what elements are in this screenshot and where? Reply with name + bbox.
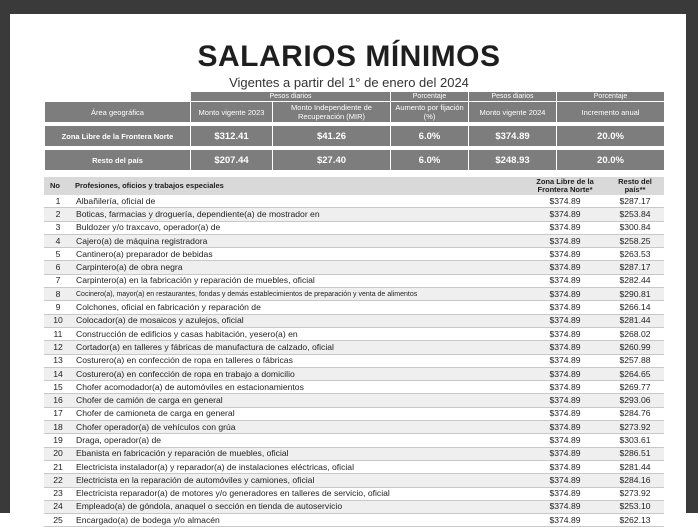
resto-pais-value: $273.92 [606, 487, 664, 500]
profession-name: Carpintero(a) en la fabricación y reparación de muebles, oficial [72, 274, 524, 287]
group-header-porcentaje-2024: Porcentaje [557, 92, 665, 102]
profession-name: Electricista en la reparación de automóviles y camiones, oficial [72, 474, 524, 487]
resto-pais-value: $262.13 [606, 514, 664, 527]
profession-name: Costurero(a) en confección de ropa en talleres o fábricas [72, 354, 524, 367]
profession-name: Colocador(a) de mosaicos y azulejos, oficial [72, 314, 524, 327]
zona-libre-value: $374.89 [524, 234, 606, 247]
summary-monto-2024: $374.89 [469, 126, 557, 147]
table-row [44, 354, 664, 367]
col-header-monto-vigente: Monto vigente 2023 [191, 102, 273, 123]
row-number: 22 [44, 474, 72, 487]
table-row [44, 274, 664, 287]
zona-libre-value: $374.89 [524, 447, 606, 460]
col-header-mir: Monto Independiente de Recuperación (MIR) [273, 102, 391, 123]
profession-name: Cantinero(a) preparador de bebidas [72, 248, 524, 261]
row-number: 13 [44, 354, 72, 367]
table-row [44, 447, 664, 460]
professions-header-row [44, 177, 664, 195]
resto-pais-value: $293.06 [606, 394, 664, 407]
row-number: 23 [44, 487, 72, 500]
profession-name: Buldozer y/o traxcavo, operador(a) de [72, 221, 524, 234]
row-number: 4 [44, 234, 72, 247]
resto-pais-value: $273.92 [606, 421, 664, 434]
row-number: 8 [44, 288, 72, 301]
zona-libre-value: $374.89 [524, 407, 606, 420]
zona-libre-value: $374.89 [524, 195, 606, 208]
zona-libre-value: $374.89 [524, 421, 606, 434]
professions-table [44, 177, 664, 527]
zona-libre-value: $374.89 [524, 354, 606, 367]
resto-pais-value: $269.77 [606, 381, 664, 394]
page-subtitle: Vigentes a partir del 1° de enero del 2024 [229, 75, 469, 90]
resto-pais-value: $258.25 [606, 234, 664, 247]
summary-mir: $27.40 [273, 150, 391, 171]
zona-libre-value: $374.89 [524, 367, 606, 380]
summary-table [44, 91, 665, 171]
header-profession: Profesiones, oficios y trabajos especiales [72, 177, 524, 195]
resto-pais-value: $266.14 [606, 301, 664, 314]
profession-name: Albañilería, oficial de [72, 195, 524, 208]
profession-name: Encargado(a) de bodega y/o almacén [72, 514, 524, 527]
profession-name: Ebanista en fabricación y reparación de muebles, oficial [72, 447, 524, 460]
profession-name: Draga, operador(a) de [72, 434, 524, 447]
table-row [44, 487, 664, 500]
header-resto-pais: Resto del país** [606, 177, 664, 195]
zona-libre-value: $374.89 [524, 208, 606, 221]
zona-libre-value: $374.89 [524, 327, 606, 340]
zona-libre-value: $374.89 [524, 514, 606, 527]
table-row [44, 195, 664, 208]
page-title: SALARIOS MÍNIMOS [197, 40, 501, 73]
row-number: 18 [44, 421, 72, 434]
col-header-monto-2024: Monto vigente 2024 [469, 102, 557, 123]
summary-monto-vigente: $312.41 [191, 126, 273, 147]
resto-pais-value: $268.02 [606, 327, 664, 340]
header-zona-libre: Zona Libre de la Frontera Norte* [524, 177, 606, 195]
table-row [44, 234, 664, 247]
resto-pais-value: $260.99 [606, 341, 664, 354]
profession-name: Costurero(a) en confección de ropa en trabajo a domicilio [72, 367, 524, 380]
table-row [44, 367, 664, 380]
row-number: 7 [44, 274, 72, 287]
resto-pais-value: $287.17 [606, 195, 664, 208]
viewer-top-bar [0, 0, 698, 14]
profession-name: Boticas, farmacias y droguería, dependiente(a) de mostrador en [72, 208, 524, 221]
summary-monto-vigente: $207.44 [191, 150, 273, 171]
table-row [44, 288, 664, 301]
zona-libre-value: $374.89 [524, 500, 606, 513]
resto-pais-value: $253.84 [606, 208, 664, 221]
profession-name: Carpintero(a) de obra negra [72, 261, 524, 274]
table-row [44, 301, 664, 314]
profession-name: Chofer acomodador(a) de automóviles en estacionamientos [72, 381, 524, 394]
profession-name: Cajero(a) de máquina registradora [72, 234, 524, 247]
resto-pais-value: $300.84 [606, 221, 664, 234]
summary-incremento: 20.0% [557, 150, 665, 171]
summary-row-frontera [45, 126, 665, 147]
profession-name: Empleado(a) de góndola, anaquel o sección en tienda de autoservicio [72, 500, 524, 513]
zona-libre-value: $374.89 [524, 301, 606, 314]
summary-area: Resto del país [45, 150, 191, 171]
resto-pais-value: $303.61 [606, 434, 664, 447]
table-row [44, 261, 664, 274]
profession-name: Chofer de camioneta de carga en general [72, 407, 524, 420]
table-row [44, 407, 664, 420]
table-row [44, 208, 664, 221]
row-number: 9 [44, 301, 72, 314]
row-number: 5 [44, 248, 72, 261]
row-number: 21 [44, 460, 72, 473]
row-number: 25 [44, 514, 72, 527]
row-number: 10 [44, 314, 72, 327]
zona-libre-value: $374.89 [524, 314, 606, 327]
zona-libre-value: $374.89 [524, 221, 606, 234]
summary-area: Zona Libre de la Frontera Norte [45, 126, 191, 147]
table-row [44, 341, 664, 354]
profession-name: Electricista reparador(a) de motores y/o generadores en talleres de servicio, oficial [72, 487, 524, 500]
profession-name: Construcción de edificios y casas habitación, yesero(a) en [72, 327, 524, 340]
row-number: 24 [44, 500, 72, 513]
resto-pais-value: $290.81 [606, 288, 664, 301]
resto-pais-value: $287.17 [606, 261, 664, 274]
resto-pais-value: $284.16 [606, 474, 664, 487]
row-number: 16 [44, 394, 72, 407]
summary-header-blank [45, 92, 191, 102]
row-number: 19 [44, 434, 72, 447]
zona-libre-value: $374.89 [524, 474, 606, 487]
row-number: 20 [44, 447, 72, 460]
row-number: 6 [44, 261, 72, 274]
row-number: 14 [44, 367, 72, 380]
resto-pais-value: $284.76 [606, 407, 664, 420]
resto-pais-value: $263.53 [606, 248, 664, 261]
group-header-pesos-diarios-2024: Pesos diarios [469, 92, 557, 102]
resto-pais-value: $281.44 [606, 460, 664, 473]
summary-aumento: 6.0% [391, 126, 469, 147]
summary-incremento: 20.0% [557, 126, 665, 147]
table-row [44, 327, 664, 340]
profession-name: Chofer operador(a) de vehículos con grúa [72, 421, 524, 434]
table-row [44, 500, 664, 513]
row-number: 1 [44, 195, 72, 208]
table-row [44, 460, 664, 473]
table-row [44, 514, 664, 527]
summary-aumento: 6.0% [391, 150, 469, 171]
table-row [44, 474, 664, 487]
resto-pais-value: $264.65 [606, 367, 664, 380]
col-header-incremento: Incremento anual [557, 102, 665, 123]
table-row [44, 421, 664, 434]
zona-libre-value: $374.89 [524, 274, 606, 287]
summary-row-resto [45, 150, 665, 171]
col-header-aumento: Aumento por fijación (%) [391, 102, 469, 123]
table-row [44, 314, 664, 327]
resto-pais-value: $282.44 [606, 274, 664, 287]
table-row [44, 394, 664, 407]
profession-name: Colchones, oficial en fabricación y reparación de [72, 301, 524, 314]
resto-pais-value: $286.51 [606, 447, 664, 460]
table-row [44, 434, 664, 447]
header-no: No [44, 177, 72, 195]
profession-name: Cocinero(a), mayor(a) en restaurantes, fondas y demás establecimientos de preparación y venta de alimentos [72, 288, 524, 301]
row-number: 12 [44, 341, 72, 354]
summary-mir: $41.26 [273, 126, 391, 147]
zona-libre-value: $374.89 [524, 288, 606, 301]
summary-monto-2024: $248.93 [469, 150, 557, 171]
group-header-porcentaje: Porcentaje [391, 92, 469, 102]
zona-libre-value: $374.89 [524, 394, 606, 407]
row-number: 15 [44, 381, 72, 394]
profession-name: Cortador(a) en talleres y fábricas de manufactura de calzado, oficial [72, 341, 524, 354]
table-row [44, 248, 664, 261]
table-row [44, 381, 664, 394]
professions-body [44, 195, 664, 527]
resto-pais-value: $253.10 [606, 500, 664, 513]
profession-name: Chofer de camión de carga en general [72, 394, 524, 407]
zona-libre-value: $374.89 [524, 460, 606, 473]
zona-libre-value: $374.89 [524, 248, 606, 261]
zona-libre-value: $374.89 [524, 261, 606, 274]
row-number: 3 [44, 221, 72, 234]
resto-pais-value: $281.44 [606, 314, 664, 327]
profession-name: Electricista instalador(a) y reparador(a) de instalaciones eléctricas, oficial [72, 460, 524, 473]
zona-libre-value: $374.89 [524, 341, 606, 354]
zona-libre-value: $374.89 [524, 487, 606, 500]
zona-libre-value: $374.89 [524, 381, 606, 394]
group-header-pesos-diarios: Pesos diarios [191, 92, 391, 102]
col-header-area: Área geográfica [45, 102, 191, 123]
row-number: 17 [44, 407, 72, 420]
zona-libre-value: $374.89 [524, 434, 606, 447]
row-number: 11 [44, 327, 72, 340]
resto-pais-value: $257.88 [606, 354, 664, 367]
table-row [44, 221, 664, 234]
row-number: 2 [44, 208, 72, 221]
